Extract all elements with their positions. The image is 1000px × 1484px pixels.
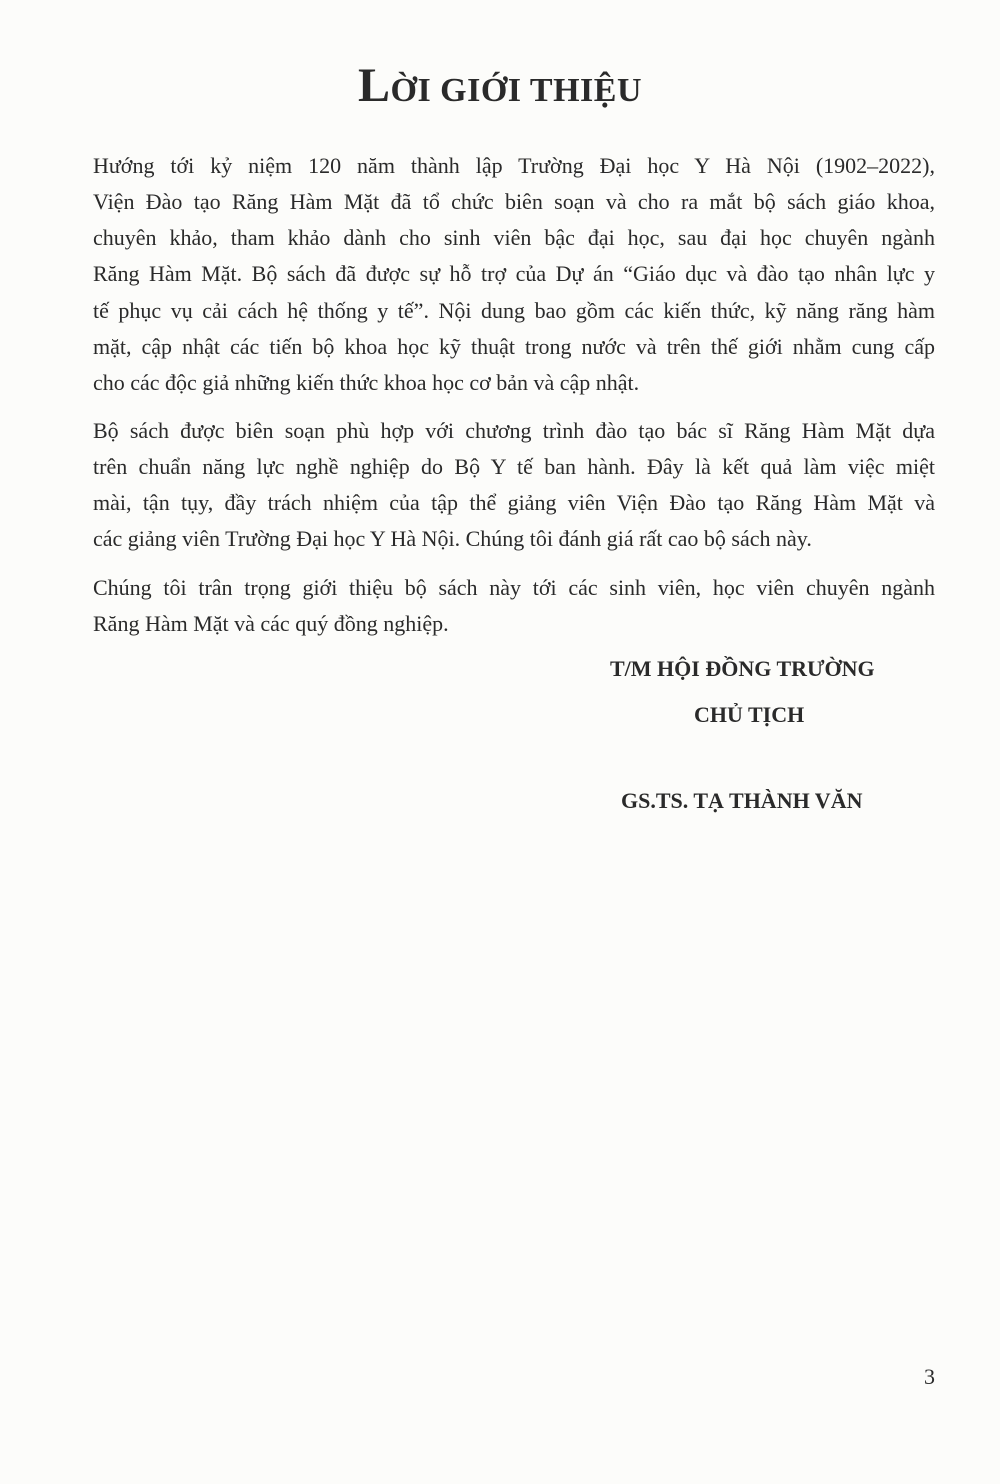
paragraph-1-line-3: chuyên khảo, tham khảo dành cho sinh viên bậc đại học, sau đại học chuyên ngành [93, 225, 935, 250]
paragraph-1-line-6: mặt, cập nhật các tiến bộ khoa học kỹ thuật trong nước và trên thế giới nhằm cung cấp [93, 334, 935, 359]
paragraph-1-line-4: Răng Hàm Mặt. Bộ sách đã được sự hỗ trợ của Dự án “Giáo dục và đào tạo nhân lực y [93, 261, 935, 286]
paragraph-2-line-4: các giảng viên Trường Đại học Y Hà Nội. Chúng tôi đánh giá rất cao bộ sách này. [93, 526, 812, 551]
title-rest: ỜI GIỚI THIỆU [390, 72, 643, 109]
page-number: 3 [924, 1364, 935, 1389]
paragraph-1-line-5: tế phục vụ cải cách hệ thống y tế”. Nội dung bao gồm các kiến thức, kỹ năng răng hàm [93, 298, 935, 323]
paragraph-1-line-7: cho các độc giả những kiến thức khoa học cơ bản và cập nhật. [93, 370, 640, 395]
page-title [0, 58, 1000, 113]
paragraph-1-line-2: Viện Đào tạo Răng Hàm Mặt đã tổ chức biên soạn và cho ra mắt bộ sách giáo khoa, [93, 189, 935, 214]
paragraph-2-line-1: Bộ sách được biên soạn phù hợp với chương trình đào tạo bác sĩ Răng Hàm Mặt dựa [93, 418, 935, 443]
signature-name: GS.TS. TẠ THÀNH VĂN [621, 788, 863, 813]
title-initial: L [357, 59, 391, 112]
paragraph-2-line-2: trên chuẩn năng lực nghề nghiệp do Bộ Y tế ban hành. Đây là kết quả làm việc miệt [93, 454, 935, 479]
paragraph-3-line-2: Răng Hàm Mặt và các quý đồng nghiệp. [93, 611, 449, 636]
signature-on-behalf: T/M HỘI ĐỒNG TRƯỜNG [610, 656, 875, 681]
signature-position: CHỦ TỊCH [694, 702, 805, 727]
paragraph-2-line-3: mài, tận tụy, đầy trách nhiệm của tập thể giảng viên Viện Đào tạo Răng Hàm Mặt và [93, 490, 935, 515]
paragraph-1-line-1: Hướng tới kỷ niệm 120 năm thành lập Trường Đại học Y Hà Nội (1902–2022), [93, 153, 935, 178]
paragraph-3-line-1: Chúng tôi trân trọng giới thiệu bộ sách này tới các sinh viên, học viên chuyên ngành [93, 575, 935, 600]
